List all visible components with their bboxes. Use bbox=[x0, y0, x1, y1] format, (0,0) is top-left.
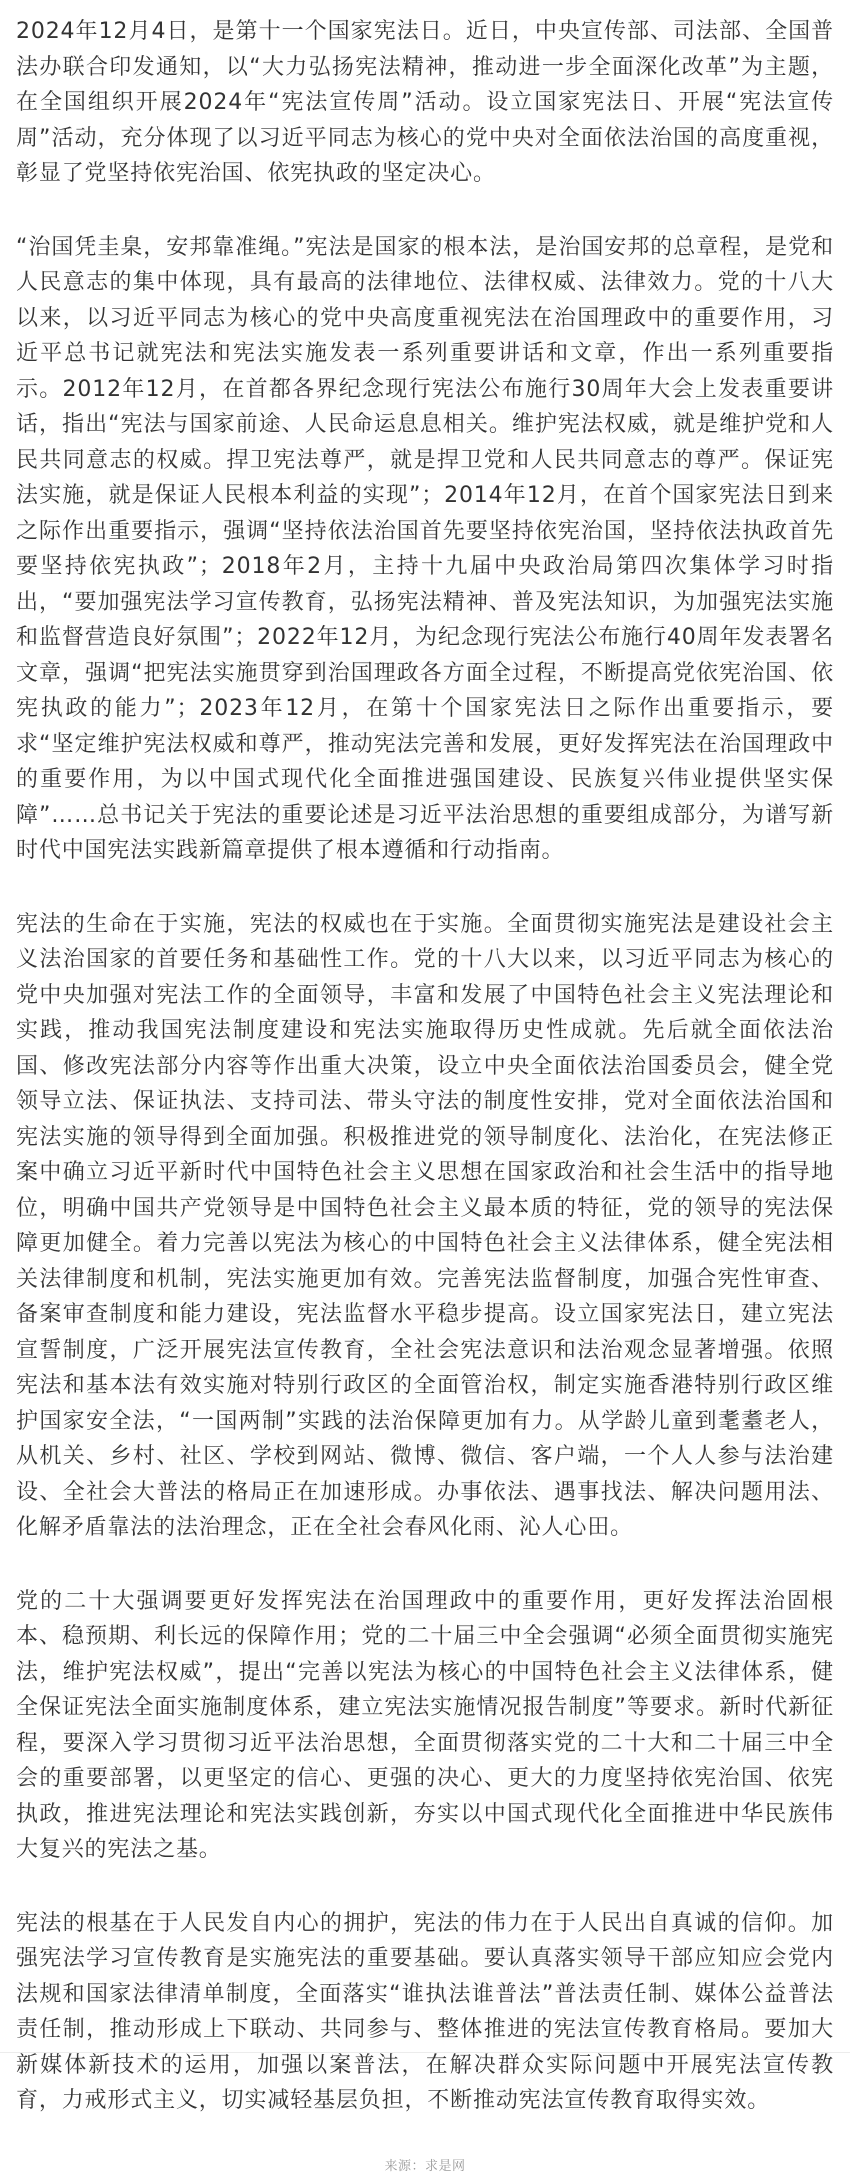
article-paragraph-4: 党的二十大强调要更好发挥宪法在治国理政中的重要作用，更好发挥法治固根本、稳预期、利长远的保障作用；党的二十届三中全会强调“必须全面贯彻实施宪法，维护宪法权威”，提出“完善以宪法为核心的中国特色社会主义法律体系，健全保证宪法全面实施制度体系，建立宪法实施情况报告制度”等要求。新时代新征程，要深入学习贯彻习近平法治思想，全面贯彻落实党的二十大和二十届三中全会的重要部署，以更坚定的信心、更强的决心、更大的力度坚持依宪治国、依宪执政，推进宪法理论和宪法实践创新，夯实以中国式现代化全面推进中华民族伟大复兴的宪法之基。 bbox=[16, 1588, 834, 1862]
footer-divider bbox=[0, 2052, 850, 2053]
article-paragraph-1: 2024年12月4日，是第十一个国家宪法日。近日，中央宣传部、司法部、全国普法办联合印发通知，以“大力弘扬宪法精神，推动进一步全面深化改革”为主题，在全国组织开展2024年“宪法宣传周”活动。设立国家宪法日、开展“宪法宣传周”活动，充分体现了以习近平同志为核心的党中央对全面依法治国的高度重视，彰显了党坚持依宪治国、依宪执政的坚定决心。 bbox=[16, 19, 834, 186]
article-paragraph-5: 宪法的根基在于人民发自内心的拥护，宪法的伟力在于人民出自真诚的信仰。加强宪法学习宣传教育是实施宪法的重要基础。要认真落实领导干部应知应会党内法规和国家法律清单制度，全面落实“谁执法谁普法”普法责任制、媒体公益普法责任制，推动形成上下联动、共同参与、整体推进的宪法宣传教育格局。要加大新媒体新技术的运用，加强以案普法，在解决群众实际问题中开展宪法宣传教育，力戒形式主义，切实减轻基层负担，不断推动宪法宣传教育取得实效。 bbox=[16, 1910, 834, 2113]
source-credit: 来源：求是网 bbox=[384, 2159, 466, 2174]
article-paragraph-2: “治国凭圭臬，安邦靠准绳。”宪法是国家的根本法，是治国安邦的总章程，是党和人民意志的集中体现，具有最高的法律地位、法律权威、法律效力。党的十八大以来，以习近平同志为核心的党中央高度重视宪法在治国理政中的重要作用，习近平总书记就宪法和宪法实施发表一系列重要讲话和文章，作出一系列重要指示。2012年12月，在首都各界纪念现行宪法公布施行30周年大会上发表重要讲话，指出“宪法与国家前途、人民命运息息相关。维护宪法权威，就是维护党和人民共同意志的权威。捍卫宪法尊严，就是捍卫党和人民共同意志的尊严。保证宪法实施，就是保证人民根本利益的实现”；2014年12月，在首个国家宪法日到来之际作出重要指示，强调“坚持依法治国首先要坚持依宪治国，坚持依法执政首先要坚持依宪执政”；2018年2月，主持十九届中央政治局第四次集体学习时指出，“要加强宪法学习宣传教育，弘扬宪法精神、普及宪法知识，为加强宪法实施和监督营造良好氛围”；2022年12月，为纪念现行宪法公布施行40周年发表署名文章，强调“把宪法实施贯穿到治国理政各方面全过程，不断提高党依宪治国、依宪执政的能力”；2023年12月，在第十个国家宪法日之际作出重要指示，要求“坚定维护宪法权威和尊严，推动宪法完善和发展，更好发挥宪法在治国理政中的重要作用，为以中国式现代化全面推进强国建设、民族复兴伟业提供坚实保障”……总书记关于宪法的重要论述是习近平法治思想的重要组成部分，为谱写新时代中国宪法实践新篇章提供了根本遵循和行动指南。 bbox=[16, 234, 834, 863]
article-paragraph-3: 宪法的生命在于实施，宪法的权威也在于实施。全面贯彻实施宪法是建设社会主义法治国家的首要任务和基础性工作。党的十八大以来，以习近平同志为核心的党中央加强对宪法工作的全面领导，丰富和发展了中国特色社会主义宪法理论和实践，推动我国宪法制度建设和宪法实施取得历史性成就。先后就全面依法治国、修改宪法部分内容等作出重大决策，设立中央全面依法治国委员会，健全党领导立法、保证执法、支持司法、带头守法的制度性安排，党对全面依法治国和宪法实施的领导得到全面加强。积极推进党的领导制度化、法治化，在宪法修正案中确立习近平新时代中国特色社会主义思想在国家政治和社会生活中的指导地位，明确中国共产党领导是中国特色社会主义最本质的特征，党的领导的宪法保障更加健全。着力完善以宪法为核心的中国特色社会主义法律体系，健全宪法相关法律制度和机制，宪法实施更加有效。完善宪法监督制度，加强合宪性审查、备案审查制度和能力建设，宪法监督水平稳步提高。设立国家宪法日，建立宪法宣誓制度，广泛开展宪法宣传教育，全社会宪法意识和法治观念显著增强。依照宪法和基本法有效实施对特别行政区的全面管治权，制定实施香港特别行政区维护国家安全法，“一国两制”实践的法治保障更加有力。从学龄儿童到耄耋老人，从机关、乡村、社区、学校到网站、微博、微信、客户端，一个人人参与法治建设、全社会大普法的格局正在加速形成。办事依法、遇事找法、解决问题用法、化解矛盾靠法的法治理念，正在全社会春风化雨、沁人心田。 bbox=[16, 911, 834, 1540]
